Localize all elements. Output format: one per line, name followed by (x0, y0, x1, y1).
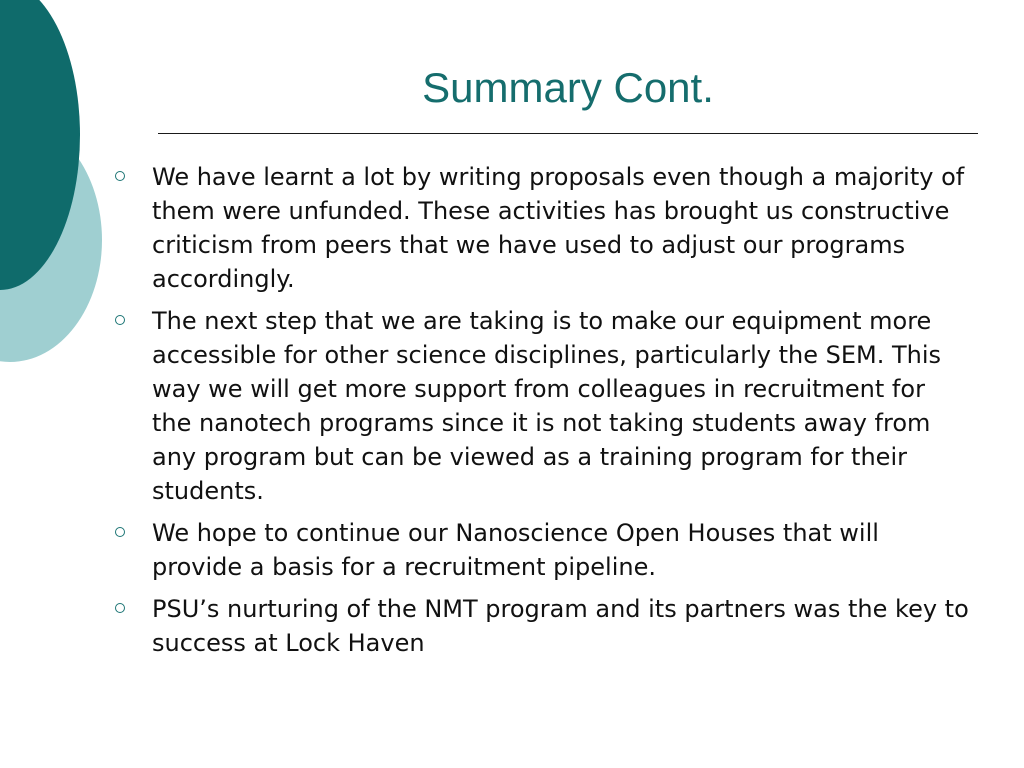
hollow-circle-bullet-icon (115, 315, 125, 325)
hollow-circle-bullet-icon (115, 603, 125, 613)
bullet-item (110, 160, 970, 296)
bullet-text: We have learnt a lot by writing proposals even though a majority of them were unfunded. These activities has brought us constructive criticism from peers that we have used to adjust our programs accordingly. (152, 163, 965, 293)
hollow-circle-bullet-icon (115, 171, 125, 181)
hollow-circle-bullet-icon (115, 527, 125, 537)
slide-title: Summary Cont. (422, 64, 714, 111)
bullet-item (110, 304, 970, 508)
bullet-text: PSU’s nurturing of the NMT program and its partners was the key to success at Lock Haven (152, 595, 969, 657)
title-divider (158, 133, 978, 134)
decorative-circles (0, 0, 120, 380)
bullet-item (110, 592, 970, 660)
bullet-list (110, 160, 970, 668)
bullet-item (110, 516, 970, 584)
bullet-text: We hope to continue our Nanoscience Open Houses that will provide a basis for a recruitment pipeline. (152, 519, 879, 581)
bullet-text: The next step that we are taking is to make our equipment more accessible for other science disciplines, particularly the SEM. This way we will get more support from colleagues in recruitment for the nanotech programs since it is not taking students away from any program but can be viewed as a training program for their students. (152, 307, 941, 505)
